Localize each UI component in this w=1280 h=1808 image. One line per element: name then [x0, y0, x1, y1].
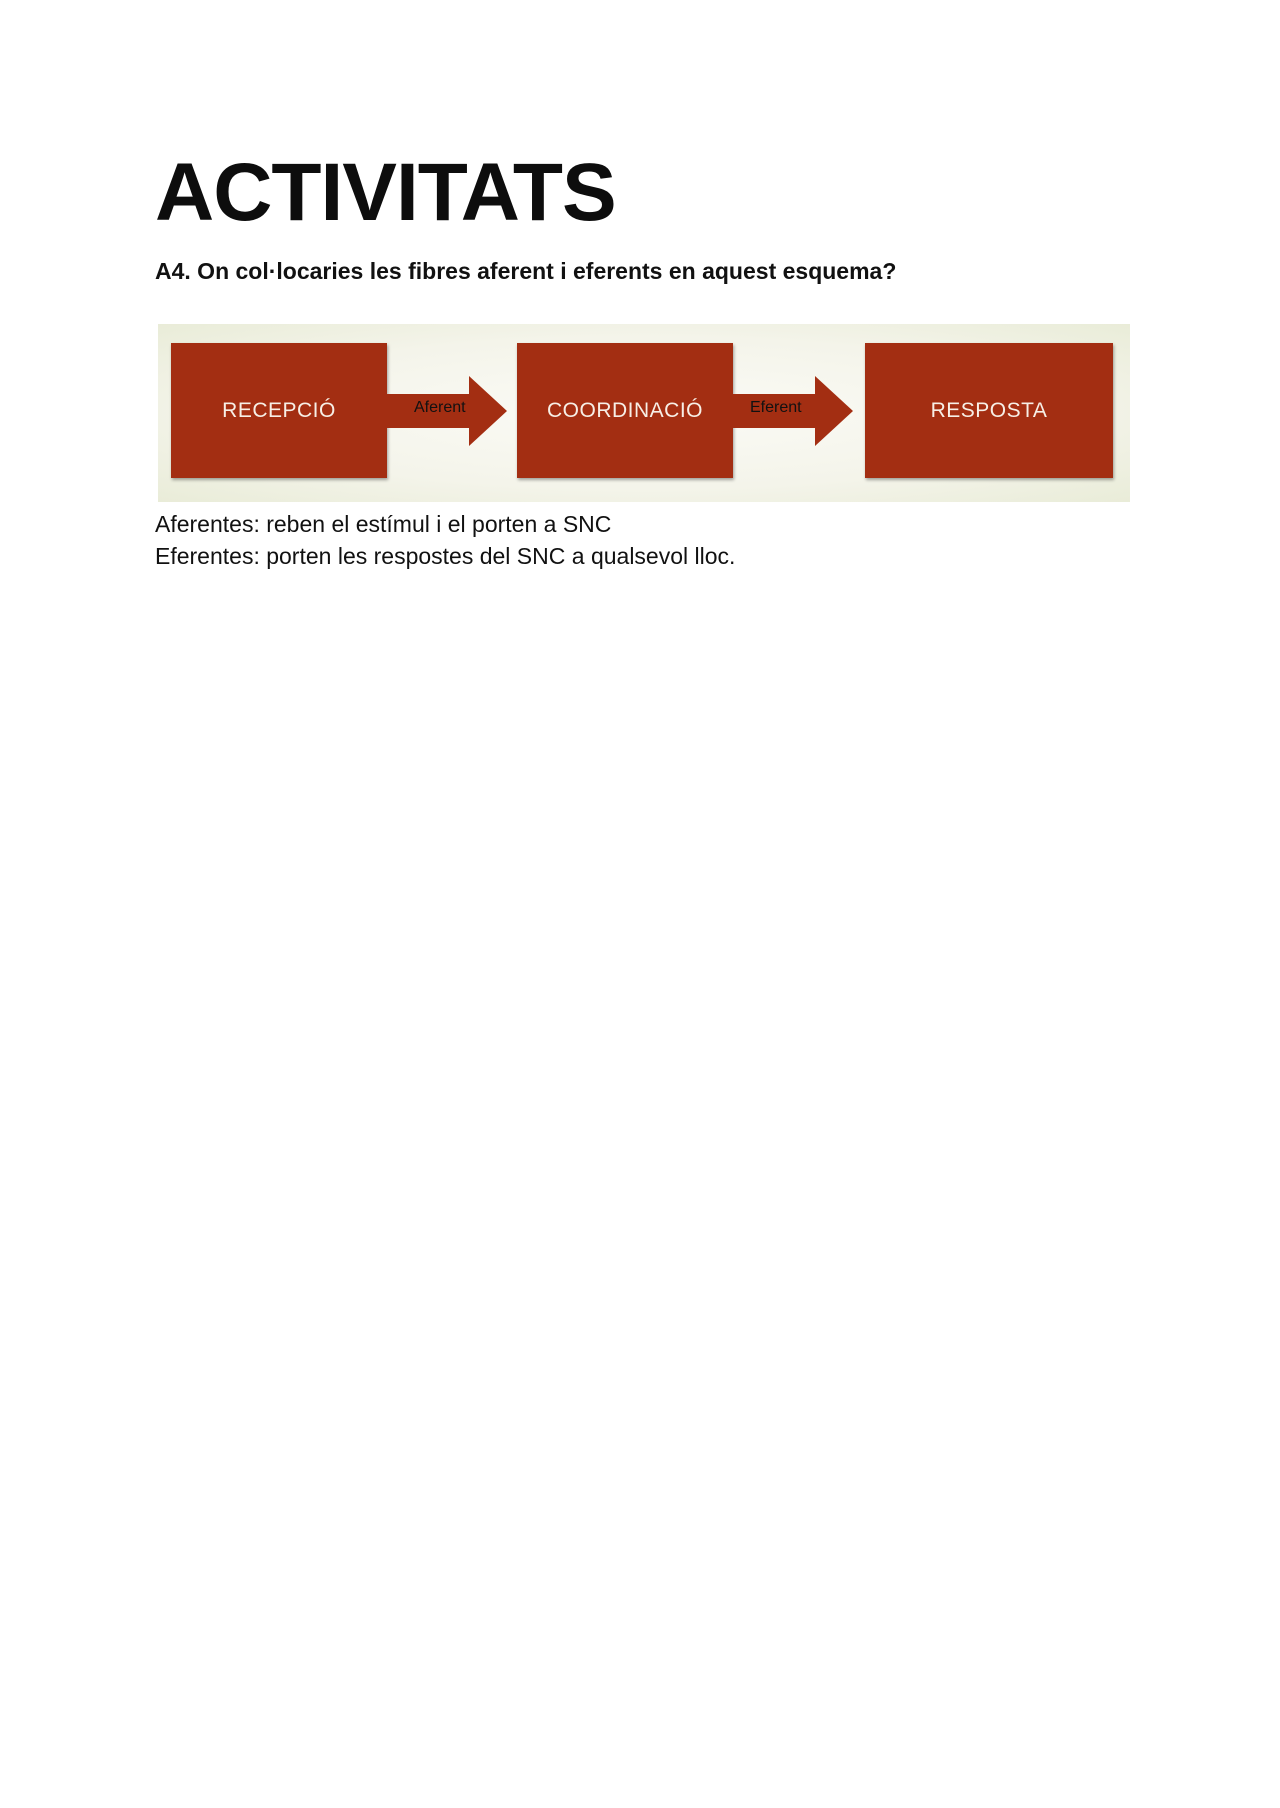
arrow-label-eferent: Eferent	[750, 399, 802, 416]
answer-aferentes: Aferentes: reben el estímul i el porten a SNC	[155, 511, 612, 537]
page-title: ACTIVITATS	[155, 147, 616, 238]
arrow-label-aferent: Aferent	[414, 399, 466, 416]
nervous-system-diagram	[158, 324, 1130, 502]
diagram-box-recepcio: RECEPCIÓ	[171, 343, 387, 478]
question-text: A4. On col·locaries les fibres aferent i eferents en aquest esquema?	[155, 258, 897, 284]
diagram-box-resposta: RESPOSTA	[865, 343, 1113, 478]
diagram-box-coordinacio: COORDINACIÓ	[517, 343, 733, 478]
answer-eferentes: Eferentes: porten les respostes del SNC a qualsevol lloc.	[155, 543, 736, 569]
